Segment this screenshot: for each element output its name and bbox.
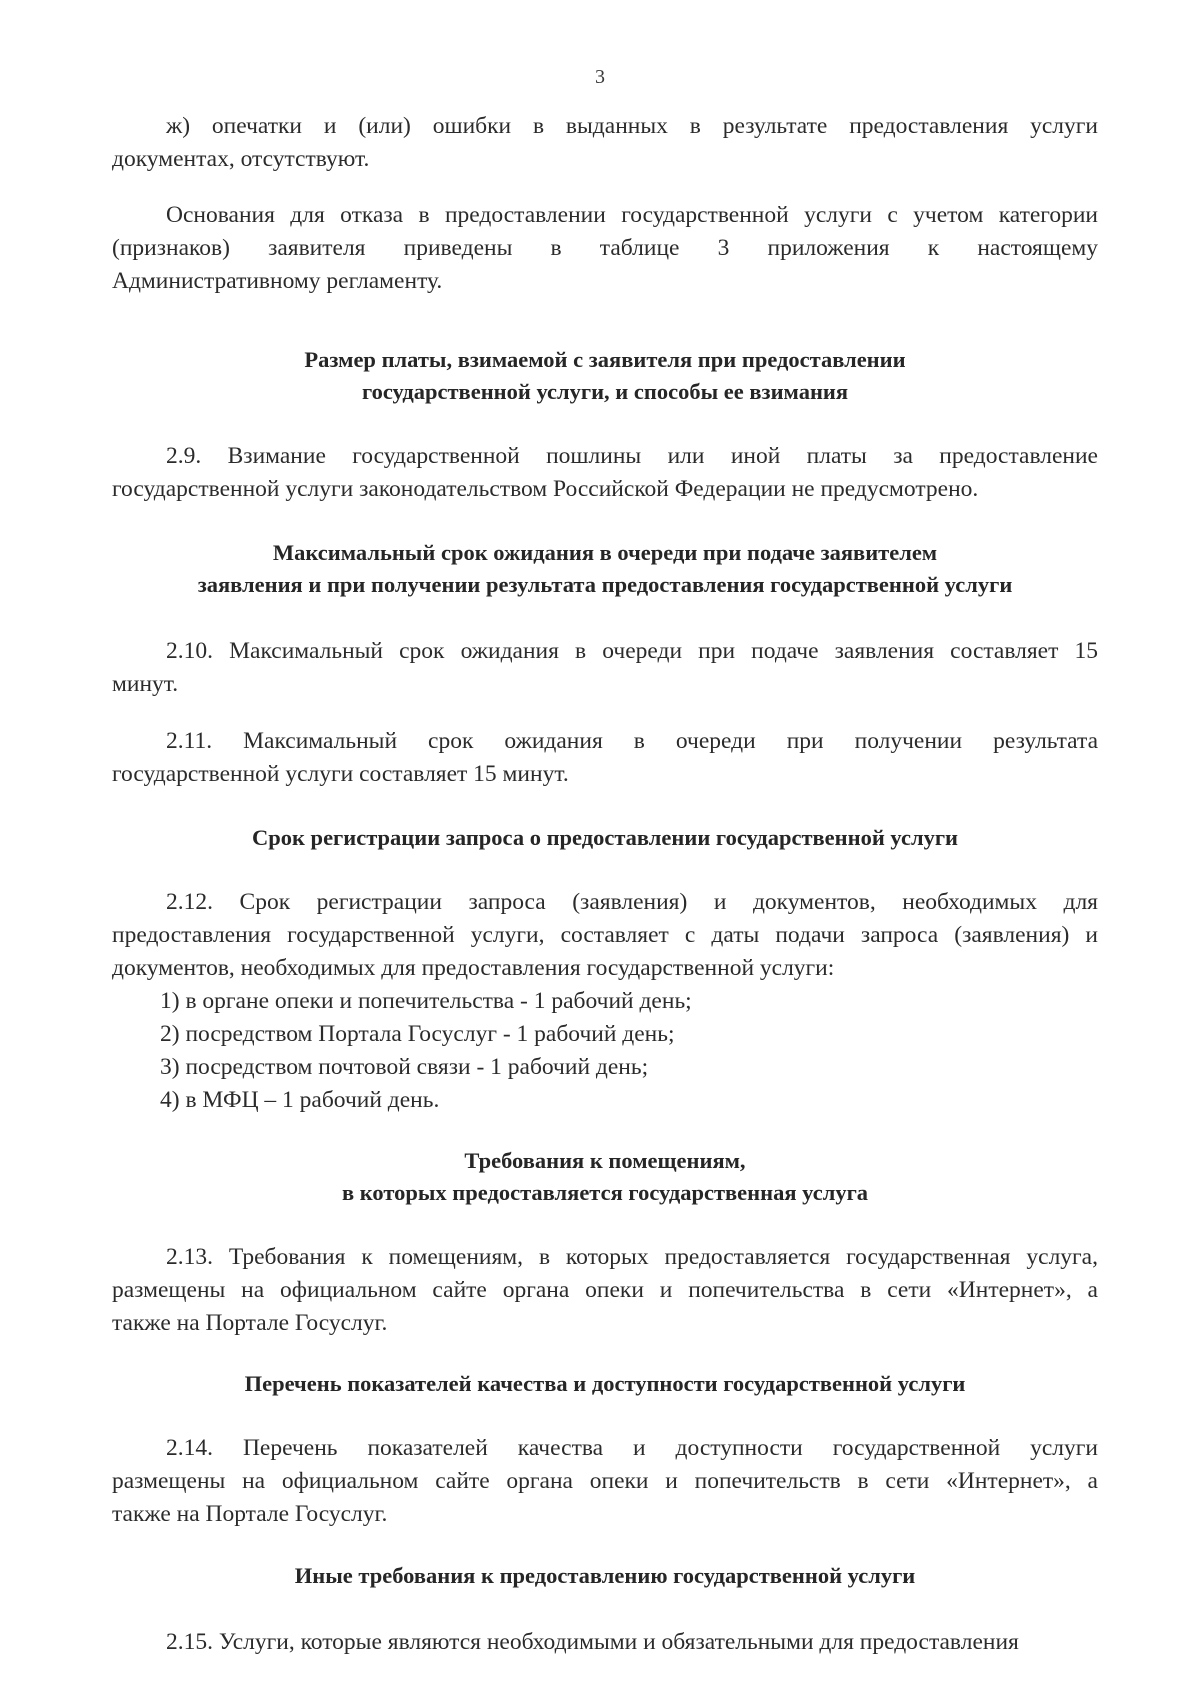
- paragraph-line: (признаков) заявителя приведены в таблице 3 приложения к настоящему: [112, 235, 1098, 261]
- section-heading-pokazateli: [112, 1368, 1098, 1400]
- paragraph-2-15: [112, 1626, 1098, 1659]
- paragraph-2-12: [112, 886, 1098, 1117]
- paragraph-2-14: [112, 1432, 1098, 1531]
- paragraph-line: также на Портале Госуслуг.: [112, 1310, 388, 1336]
- heading-line: Размер платы, взимаемой с заявителя при предоставлении: [304, 347, 906, 372]
- paragraph-line: 2.12. Срок регистрации запроса (заявления) и документов, необходимых для: [166, 889, 1098, 915]
- paragraph-line: минут.: [112, 671, 179, 697]
- paragraph-2-13: [112, 1241, 1098, 1340]
- paragraph-line: предоставления государственной услуги, составляет с даты подачи запроса (заявления) и: [112, 922, 1098, 948]
- section-heading-plata: [112, 344, 1098, 408]
- paragraph-2-11: [112, 725, 1098, 791]
- paragraph-osnovaniya: [112, 199, 1098, 298]
- paragraph-line: 2.13. Требования к помещениям, в которых предоставляется государственная услуга,: [166, 1244, 1098, 1270]
- paragraph-line: размещены на официальном сайте органа опеки и попечительств в сети «Интернет», а: [112, 1468, 1098, 1494]
- paragraph-line: 2.10. Максимальный срок ожидания в очереди при подаче заявления составляет 15: [166, 638, 1098, 664]
- section-heading-ochered: [112, 537, 1098, 601]
- list-item: 3) посредством почтовой связи - 1 рабочий день;: [160, 1054, 649, 1080]
- paragraph-line: 2.11. Максимальный срок ожидания в очереди при получении результата: [166, 728, 1098, 754]
- paragraph-line: государственной услуги составляет 15 минут.: [112, 761, 569, 787]
- list-item: 2) посредством Портала Госуслуг - 1 рабочий день;: [160, 1021, 675, 1047]
- paragraph-line: 2.14. Перечень показателей качества и доступности государственной услуги: [166, 1435, 1098, 1461]
- heading-line: Срок регистрации запроса о предоставлении государственной услуги: [251, 825, 959, 850]
- paragraph-line: ж) опечатки и (или) ошибки в выданных в результате предоставления услуги: [166, 113, 1098, 139]
- heading-line: заявления и при получении результата предоставления государственной услуги: [197, 572, 1013, 597]
- section-heading-inye: [112, 1560, 1098, 1592]
- paragraph-2-10: [112, 635, 1098, 701]
- paragraph-line: Основания для отказа в предоставлении государственной услуги с учетом категории: [166, 202, 1098, 228]
- list-item: 1) в органе опеки и попечительства - 1 рабочий день;: [160, 988, 692, 1014]
- paragraph-zh: [112, 110, 1098, 176]
- heading-line: Иные требования к предоставлению государственной услуги: [294, 1563, 916, 1588]
- heading-line: государственной услуги, и способы ее взимания: [361, 379, 849, 404]
- paragraph-line: государственной услуги законодательством Российской Федерации не предусмотрено.: [112, 476, 979, 502]
- page-number: 3: [595, 66, 605, 88]
- paragraph-line: размещены на официальном сайте органа опеки и попечительства в сети «Интернет», а: [112, 1277, 1098, 1303]
- heading-line: Требования к помещениям,: [464, 1148, 746, 1173]
- heading-line: Перечень показателей качества и доступности государственной услуги: [244, 1371, 966, 1396]
- paragraph-2-9: [112, 440, 1098, 506]
- section-heading-pomescheniya: [112, 1145, 1098, 1209]
- heading-line: в которых предоставляется государственная услуга: [341, 1180, 869, 1205]
- heading-line: Максимальный срок ожидания в очереди при подаче заявителем: [272, 540, 938, 565]
- paragraph-line: 2.15. Услуги, которые являются необходимыми и обязательными для предоставления: [166, 1629, 1019, 1655]
- paragraph-line: документов, необходимых для предоставления государственной услуги:: [112, 955, 835, 981]
- paragraph-line: также на Портале Госуслуг.: [112, 1501, 388, 1527]
- paragraph-line: документах, отсутствуют.: [112, 146, 370, 172]
- paragraph-line: 2.9. Взимание государственной пошлины или иной платы за предоставление: [166, 443, 1098, 469]
- list-item: 4) в МФЦ – 1 рабочий день.: [160, 1087, 440, 1113]
- paragraph-line: Административному регламенту.: [112, 268, 443, 294]
- section-heading-registraciya: [112, 822, 1098, 854]
